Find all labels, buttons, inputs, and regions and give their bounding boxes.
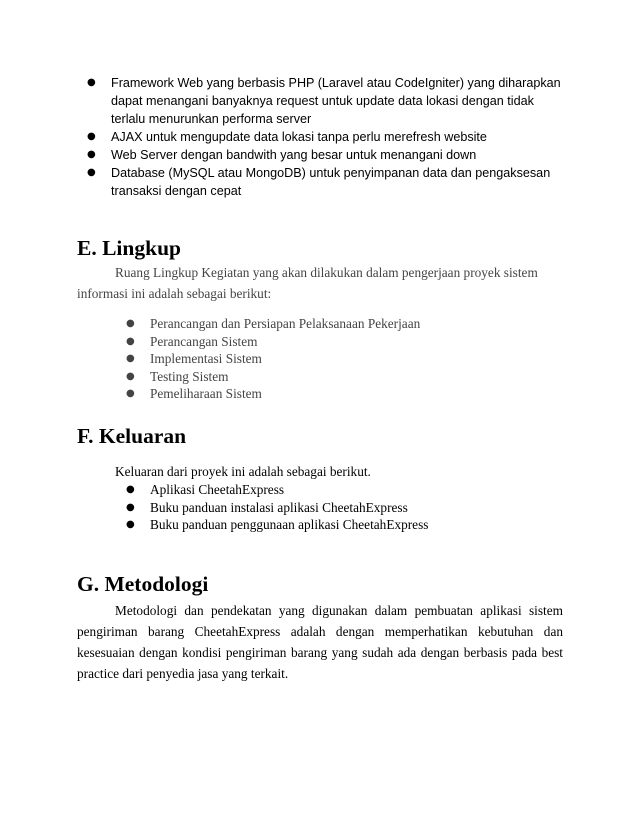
keluaran-intro: Keluaran dari proyek ini adalah sebagai berikut.: [115, 464, 371, 479]
bullet-icon: ●: [87, 167, 96, 178]
metodologi-body-text: Metodologi dan pendekatan yang digunakan dalam pembuatan aplikasi sistem pengiriman barang CheetahExpress adalah dengan memperhatikan kebutuhan dan kesesuaian dengan kondisi pengiriman barang yang sudah ada dengan berbasis pada best practice dari penyedia jasa yang terkait.: [77, 603, 563, 681]
list-item-text: Buku panduan instalasi aplikasi CheetahExpress: [150, 499, 408, 515]
bullet-icon: ●: [126, 335, 135, 347]
list-item: [87, 164, 571, 200]
list-item: [126, 516, 570, 534]
list-item: [126, 333, 570, 351]
bullet-icon: ●: [126, 484, 135, 495]
bullet-icon: ●: [126, 501, 135, 513]
list-item: [126, 481, 570, 499]
list-item: [126, 315, 570, 333]
list-item-text: Framework Web yang berbasis PHP (Laravel atau CodeIgniter) yang diharapkan dapat menangani banyaknya request untuk update data lokasi dengan tidak terlalu menurunkan performa server: [111, 76, 561, 126]
list-item-text: AJAX untuk mengupdate data lokasi tanpa perlu merefresh website: [111, 130, 487, 144]
bullet-icon: ●: [126, 318, 135, 329]
list-item: [126, 385, 570, 403]
list-item: [126, 350, 570, 368]
list-item-text: Aplikasi CheetahExpress: [150, 482, 285, 497]
list-item-text: Pemeliharaan Sistem: [150, 386, 262, 401]
section-heading-lingkup: E. Lingkup: [77, 236, 181, 260]
section-heading-keluaran: F. Keluaran: [77, 424, 187, 448]
list-item: [87, 146, 571, 164]
list-item-text: Buku panduan penggunaan aplikasi CheetahExpress: [150, 517, 429, 532]
bullet-icon: ●: [126, 353, 135, 364]
list-item-text: Testing Sistem: [150, 368, 229, 384]
requirements-list: [87, 74, 571, 200]
lingkup-intro-text: Ruang Lingkup Kegiatan yang akan dilakukan dalam pengerjaan proyek sistem informasi ini adalah sebagai berikut:: [77, 265, 538, 301]
bullet-icon: ●: [87, 77, 96, 88]
lingkup-list: [126, 315, 570, 403]
bullet-icon: ●: [87, 149, 96, 160]
bullet-icon: ●: [87, 131, 96, 142]
metodologi-body: [77, 600, 563, 684]
list-item: [126, 499, 570, 517]
section-heading-metodologi: G. Metodologi: [77, 572, 209, 596]
bullet-icon: ●: [126, 388, 135, 399]
lingkup-intro: [77, 262, 563, 304]
list-item-text: Perancangan dan Persiapan Pelaksanaan Pekerjaan: [150, 316, 421, 331]
list-item: [126, 368, 570, 386]
bullet-icon: ●: [126, 370, 135, 382]
list-item-text: Perancangan Sistem: [150, 333, 258, 349]
list-item: [87, 74, 571, 128]
list-item: [87, 128, 571, 146]
bullet-icon: ●: [126, 519, 135, 530]
list-item-text: Web Server dengan bandwith yang besar untuk menangani down: [111, 148, 477, 162]
list-item-text: Implementasi Sistem: [150, 351, 262, 366]
list-item-text: Database (MySQL atau MongoDB) untuk penyimpanan data dan pengaksesan transaksi dengan cepat: [111, 166, 551, 198]
keluaran-list: [126, 481, 570, 534]
